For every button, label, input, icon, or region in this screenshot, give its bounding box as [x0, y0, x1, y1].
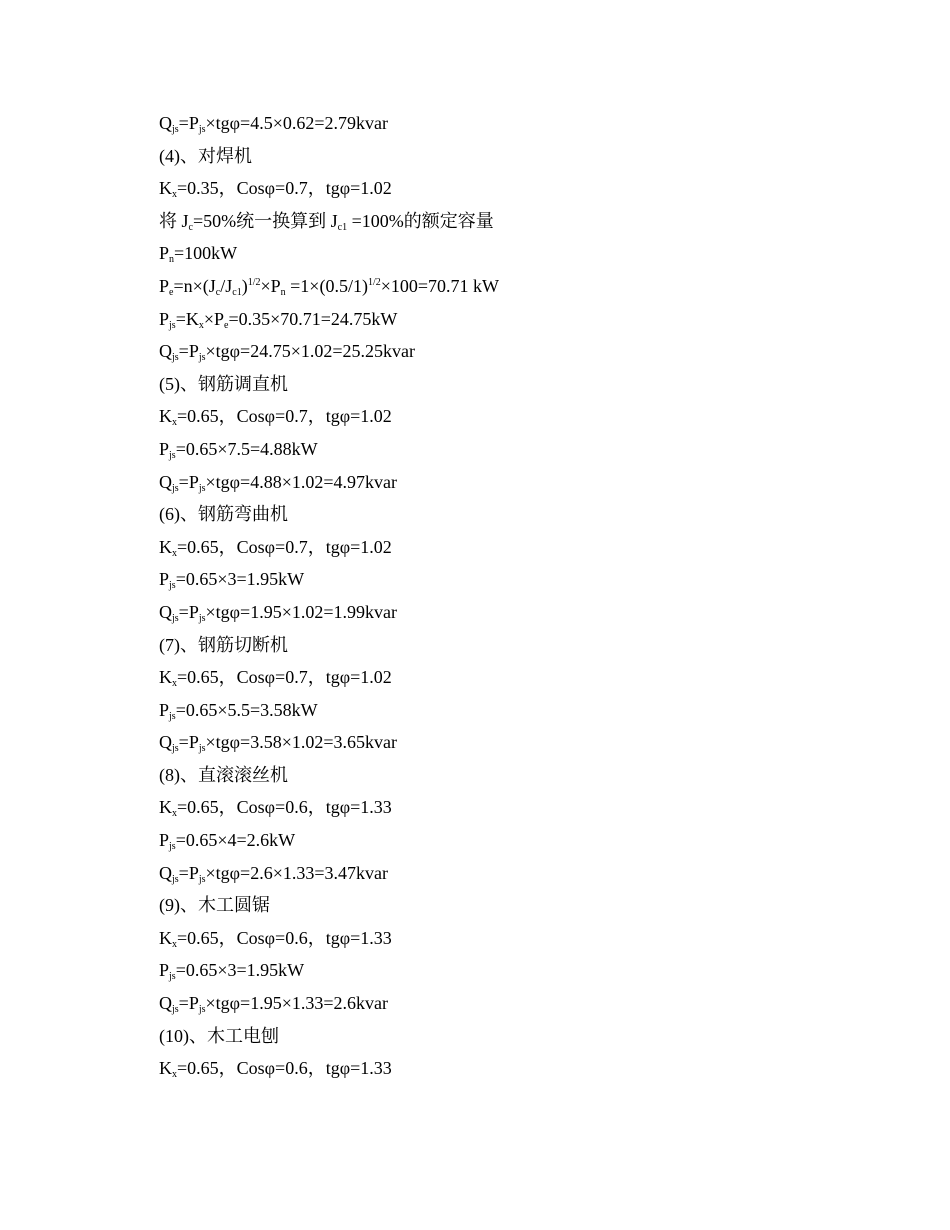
text-run: =0.65×3=1.95kW — [175, 569, 305, 590]
subscript: js — [172, 743, 179, 755]
subscript: js — [169, 841, 176, 853]
text-run: ×tgφ=1.95×1.33=2.6kvar — [205, 993, 388, 1014]
text-run: =P — [178, 862, 199, 883]
text-run: ) — [241, 275, 248, 296]
subscript: js — [198, 124, 206, 135]
text-run: =K — [175, 308, 199, 329]
text-line — [159, 860, 499, 893]
text-line — [159, 632, 499, 665]
text-line — [159, 110, 499, 143]
text-line — [159, 273, 499, 306]
text-run: =100%的额定容量 — [347, 210, 494, 231]
text-run: (9)、木工圆锯 — [159, 895, 270, 916]
subscript: x — [172, 938, 177, 950]
text-run: Q — [159, 341, 172, 362]
superscript: 1/2 — [247, 276, 261, 288]
subscript: x — [172, 678, 177, 690]
subscript: js — [198, 352, 206, 364]
subscript: e — [169, 286, 174, 298]
subscript: js — [198, 1004, 206, 1016]
superscript: 1/2 — [367, 276, 381, 288]
text-run: Q — [159, 732, 172, 753]
text-run: =0.65，Cosφ=0.7，tgφ=1.02 — [177, 667, 392, 688]
text-line — [159, 827, 499, 860]
text-run: =100kW — [174, 243, 238, 264]
text-run: P — [159, 830, 170, 851]
subscript: js — [198, 743, 206, 755]
text-run: P — [159, 275, 170, 296]
text-line — [159, 925, 499, 958]
text-run: K — [159, 536, 172, 557]
text-run: =P — [178, 601, 199, 622]
text-run: =0.65，Cosφ=0.7，tgφ=1.02 — [177, 536, 392, 557]
subscript: js — [172, 124, 179, 135]
subscript: e — [224, 319, 229, 331]
subscript: x — [198, 319, 204, 331]
text-run: P — [159, 699, 170, 720]
text-run: Q — [159, 601, 172, 622]
text-run: /J — [220, 275, 233, 296]
text-line — [159, 729, 499, 762]
subscript: n — [280, 286, 286, 298]
subscript: js — [172, 482, 179, 494]
text-run: ×tgφ=1.95×1.02=1.99kvar — [205, 601, 397, 622]
text-run: =0.65，Cosφ=0.7，tgφ=1.02 — [177, 406, 392, 427]
text-line — [159, 1023, 499, 1056]
subscript: c — [215, 286, 221, 298]
text-run: =0.65×3=1.95kW — [175, 960, 305, 981]
text-run: K — [159, 406, 172, 427]
subscript: js — [169, 319, 176, 331]
subscript: c1 — [337, 221, 348, 233]
text-run: =0.35×70.71=24.75kW — [228, 308, 398, 329]
text-line — [159, 762, 499, 795]
text-run: =0.65×4=2.6kW — [175, 830, 296, 851]
text-run: K — [159, 178, 172, 199]
text-line — [159, 599, 499, 632]
subscript: js — [172, 612, 179, 624]
subscript: x — [172, 417, 177, 429]
text-line — [159, 1055, 499, 1088]
subscript: js — [169, 971, 176, 983]
text-line — [159, 990, 499, 1023]
text-line — [159, 175, 499, 208]
text-run: (7)、钢筋切断机 — [159, 634, 288, 655]
text-line — [159, 469, 499, 502]
text-run: =P — [178, 341, 199, 362]
text-line — [159, 794, 499, 827]
subscript: js — [169, 580, 176, 592]
text-run: (8)、直滚滚丝机 — [159, 764, 288, 785]
text-line — [159, 664, 499, 697]
text-run: Q — [159, 993, 172, 1014]
subscript: x — [172, 1069, 177, 1081]
text-line — [159, 240, 499, 273]
text-run: K — [159, 797, 172, 818]
text-run: =0.65，Cosφ=0.6，tgφ=1.33 — [177, 1058, 392, 1079]
text-run: ×100=70.71 kW — [380, 275, 500, 296]
text-run: Q — [159, 113, 172, 133]
text-line — [159, 957, 499, 990]
text-run: ×tgφ=3.58×1.02=3.65kvar — [205, 732, 397, 753]
text-line — [159, 501, 499, 534]
text-run: =0.35，Cosφ=0.7，tgφ=1.02 — [177, 178, 392, 199]
text-line — [159, 338, 499, 371]
text-run: =P — [178, 993, 199, 1014]
document-body — [159, 110, 499, 1088]
text-line — [159, 306, 499, 339]
text-run: ×tgφ=4.88×1.02=4.97kvar — [205, 471, 397, 492]
text-run: =1×(0.5/1) — [285, 275, 368, 296]
text-run: (6)、钢筋弯曲机 — [159, 504, 288, 525]
text-run: P — [159, 308, 170, 329]
subscript: c — [188, 221, 193, 233]
text-line — [159, 403, 499, 436]
text-run: =P — [178, 113, 199, 133]
text-run: =P — [178, 471, 199, 492]
text-run: =0.65×5.5=3.58kW — [175, 699, 318, 720]
text-line — [159, 892, 499, 925]
text-run: ×tgφ=4.5×0.62=2.79kvar — [205, 113, 388, 133]
text-run: P — [159, 438, 170, 459]
text-run: K — [159, 1058, 172, 1079]
text-line — [159, 566, 499, 599]
text-run: ×tgφ=2.6×1.33=3.47kvar — [205, 862, 388, 883]
text-run: =0.65，Cosφ=0.6，tgφ=1.33 — [177, 797, 392, 818]
text-line — [159, 436, 499, 469]
text-run: =P — [178, 732, 199, 753]
subscript: js — [198, 873, 206, 885]
text-run: ×tgφ=24.75×1.02=25.25kvar — [205, 341, 415, 362]
text-run: =n×(J — [173, 275, 216, 296]
text-run: Q — [159, 471, 172, 492]
text-run: K — [159, 667, 172, 688]
subscript: js — [169, 449, 176, 461]
text-line — [159, 143, 499, 176]
text-run: =50%统一换算到 J — [192, 210, 338, 231]
subscript: js — [172, 873, 179, 885]
text-run: Q — [159, 862, 172, 883]
text-run: K — [159, 927, 172, 948]
subscript: js — [172, 352, 179, 364]
text-line — [159, 534, 499, 567]
subscript: js — [172, 1004, 179, 1016]
text-line — [159, 371, 499, 404]
text-run: =0.65×7.5=4.88kW — [175, 438, 318, 459]
subscript: x — [172, 808, 177, 820]
subscript: x — [172, 547, 177, 559]
text-line — [159, 208, 499, 241]
subscript: js — [169, 710, 176, 722]
text-run: P — [159, 569, 170, 590]
text-run: 将 J — [159, 210, 189, 231]
text-run: ×P — [203, 308, 225, 329]
subscript: n — [169, 254, 175, 266]
subscript: js — [198, 612, 206, 624]
subscript: c1 — [232, 286, 242, 298]
text-line — [159, 697, 499, 730]
text-run: ×P — [260, 275, 281, 296]
text-run: (10)、木工电刨 — [159, 1025, 279, 1046]
subscript: js — [198, 482, 206, 494]
text-run: P — [159, 243, 170, 264]
text-run: (4)、对焊机 — [159, 145, 252, 166]
subscript: x — [172, 189, 177, 201]
text-run: P — [159, 960, 170, 981]
text-run: (5)、钢筋调直机 — [159, 373, 288, 394]
text-run: =0.65，Cosφ=0.6，tgφ=1.33 — [177, 927, 392, 948]
